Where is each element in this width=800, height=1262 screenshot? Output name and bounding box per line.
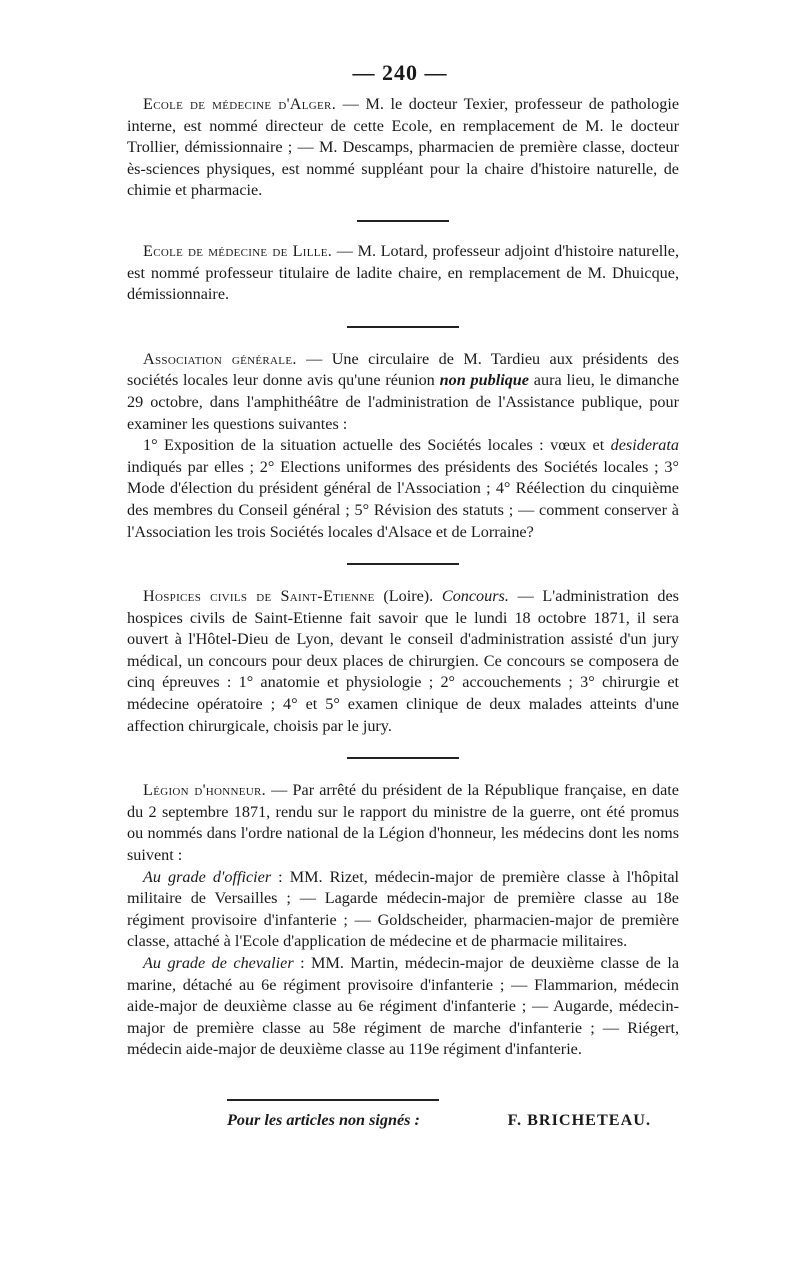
- section-divider: [357, 220, 449, 222]
- section-text: aura lieu, le dimanche 29 octobre, dans l'amphithéâtre de l'administration de l'Assistance publique, pour examiner les questions suivantes :: [127, 371, 680, 433]
- section-hospices: [127, 586, 679, 737]
- grade-label: Au grade de chevalier: [143, 954, 294, 972]
- page-content: [127, 94, 679, 1130]
- grade-label: Au grade d'officier: [143, 867, 272, 886]
- section-text: — Une circulaire de M. Tardieu aux présidents des sociétés locales leur donne avis qu'une réunion: [127, 349, 679, 390]
- section-place: (Loire).: [374, 587, 442, 606]
- section-heading: Ecole de médecine de Lille.: [143, 241, 333, 260]
- section-alger: [127, 94, 679, 202]
- section-divider: [347, 326, 459, 328]
- section-text: — M. le docteur Texier, professeur de pathologie interne, est nommé directeur de cette Ecole, en remplacement de M. le docteur Trollier, démissionnaire ; — M. Descamps, pharmacien de première classe, docteur ès-sciences physiques, est nommé suppléant pour la chaire d'histoire naturelle, de chimie et pharmacie.: [127, 95, 680, 200]
- section-divider: [347, 757, 459, 759]
- signature-caption: Pour les articles non signés :: [227, 1110, 420, 1129]
- section-text: — M. Lotard, professeur adjoint d'histoire naturelle, est nommé professeur titulaire de ladite chaire, en remplacement de M. Dhuicque, démissionnaire.: [127, 241, 679, 304]
- footer-divider: [227, 1099, 439, 1101]
- section-text: — Par arrêté du président de la République française, en date du 2 septembre 1871, rendu sur le rapport du ministre de la guerre, ont été promus ou nommés dans l'ordre national de la Légion d'honneur, les médecins dont les noms suivent :: [127, 781, 679, 865]
- section-text: : MM. Rizet, médecin-major de première classe à l'hôpital militaire de Versailles ; — Lagarde médecin-major de première classe au 18e régiment provisoire d'infanterie ; — Goldscheider, pharmacien-major de première classe, attaché à l'Ecole d'application de médecine et de pharmacie militaires.: [127, 867, 679, 951]
- section-legion: [127, 780, 679, 866]
- section-legion-officier: [127, 867, 679, 953]
- section-heading: Association générale.: [143, 349, 297, 368]
- section-heading: Hospices civils de Saint-Etienne: [143, 587, 375, 606]
- section-divider: [347, 563, 459, 565]
- emphasis-text: Concours.: [441, 587, 509, 606]
- section-text: indiqués par elles ; 2° Elections uniformes des présidents des Sociétés locales ; 3° Mode d'élection du président général de l'Association ; 4° Réélection du cinquième des membres du Conseil général ; 5° Révision des statuts ; — comment conserver à l'Association les trois Sociétés locales d'Alsace et de Lorraine?: [127, 457, 679, 541]
- section-legion-chevalier: [127, 953, 679, 1061]
- section-heading: Légion d'honneur.: [143, 781, 267, 800]
- section-lille: [127, 241, 679, 306]
- emphasis-text: desiderata: [610, 436, 679, 455]
- section-association: [127, 349, 679, 435]
- section-text: 1° Exposition de la situation actuelle des Sociétés locales : vœux et: [143, 436, 611, 455]
- section-heading: Ecole de médecine d'Alger.: [143, 95, 337, 113]
- signature-name: F. BRICHETEAU.: [507, 1110, 651, 1129]
- section-text: : MM. Martin, médecin-major de deuxième classe de la marine, détaché au 6e régiment provisoire d'infanterie ; — Flammarion, médecin aide-major de deuxième classe au 6e régiment d'infanterie ; — Augarde, médecin-major de première classe au 58e régiment de marche d'infanterie ; — Riégert, médecin aide-major de deuxième classe au 119e régiment d'infanterie.: [127, 954, 680, 1059]
- signature-line: [127, 1111, 679, 1130]
- section-text: — L'administration des hospices civils de Saint-Etienne fait savoir que le lundi 18 octobre 1871, il sera ouvert à l'Hôtel-Dieu de Lyon, devant le conseil d'administration assisté d'un jury médical, un concours pour deux places de chirurgien. Ce concours se composera de cinq épreuves : 1° anatomie et physiologie ; 2° accouchements ; 3° chirurgie et médecine opératoire ; 4° et 5° examen clinique de deux malades atteints d'une affection chirurgicale, choisis par le jury.: [127, 587, 679, 735]
- emphasis-text: non publique: [439, 371, 529, 390]
- page-number: — 240 —: [352, 60, 448, 85]
- section-association-questions: [127, 435, 679, 543]
